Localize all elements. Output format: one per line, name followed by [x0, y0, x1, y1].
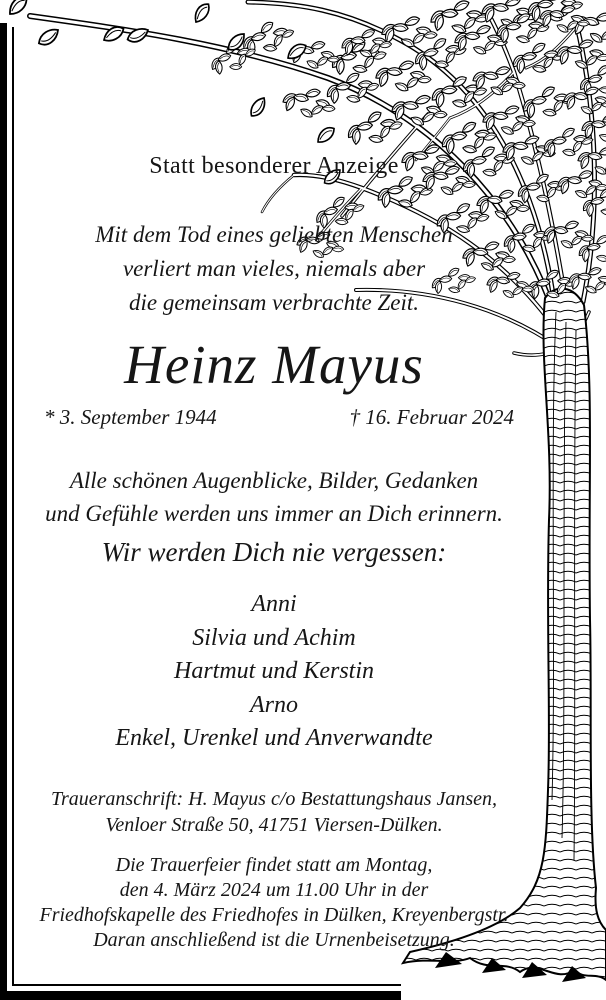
- service-line: Friedhofskapelle des Friedhofes in Dülken, Kreyenbergstr.: [39, 904, 509, 926]
- intro-verse: [28, 218, 520, 320]
- death-date: † 16. Februar 2024: [349, 405, 514, 429]
- mourner-name: Hartmut und Kerstin: [173, 658, 374, 684]
- birth-date: * 3. September 1944: [44, 405, 217, 429]
- memory-verse: [28, 464, 520, 530]
- service-line: Die Trauerfeier findet statt am Montag,: [115, 854, 433, 876]
- funeral-service-info: [28, 853, 520, 953]
- mourner-name: Silvia und Achim: [192, 624, 356, 651]
- intro-line: die gemeinsam verbrachte Zeit.: [129, 290, 419, 315]
- memory-line: und Gefühle werden uns immer an Dich erinnern.: [45, 501, 503, 526]
- address-line: Traueranschrift: H. Mayus c/o Bestattungshaus Jansen,: [50, 788, 498, 810]
- farewell-line: Wir werden Dich nie vergessen:: [101, 537, 447, 567]
- intro-line: Mit dem Tod eines geliebten Menschen: [95, 222, 453, 247]
- condolence-address: [28, 786, 520, 838]
- mourner-name: Arno: [250, 691, 298, 718]
- mourner-name: Enkel, Urenkel und Anverwandte: [115, 725, 433, 751]
- memory-line: Alle schönen Augenblicke, Bilder, Gedanken: [69, 468, 479, 493]
- notice-header: Statt besonderer Anzeige: [149, 153, 399, 179]
- life-dates: [28, 405, 520, 430]
- deceased-name: Heinz Mayus: [124, 334, 424, 395]
- mourner-name: Anni: [251, 591, 297, 617]
- address-line: Venloer Straße 50, 41751 Viersen-Dülken.: [105, 814, 443, 836]
- intro-line: verliert man vieles, niemals aber: [122, 256, 426, 281]
- service-line: Daran anschließend ist die Urnenbeisetzung.: [93, 929, 455, 951]
- mourners-list: [28, 588, 520, 756]
- service-line: den 4. März 2024 um 11.00 Uhr in der: [119, 879, 429, 901]
